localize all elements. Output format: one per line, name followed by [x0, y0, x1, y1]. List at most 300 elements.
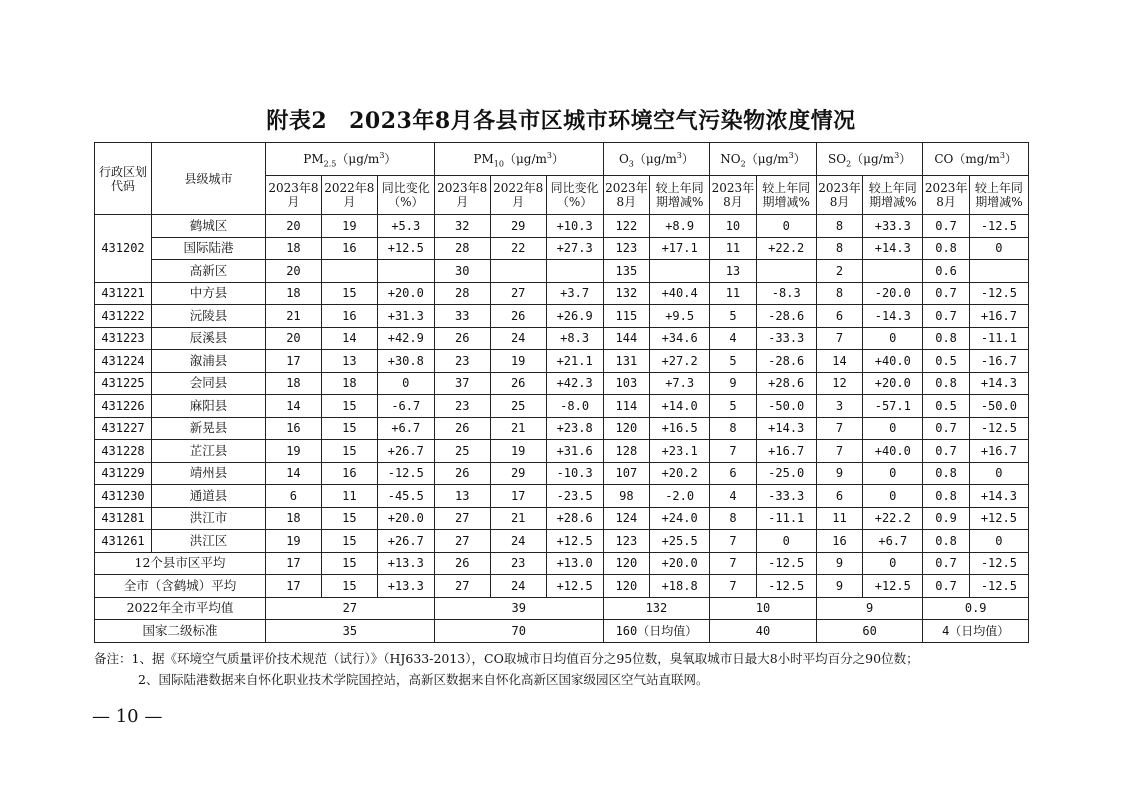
row-code: 431226 [95, 395, 152, 418]
value-cell: 16 [321, 305, 377, 328]
value-cell: 0.8 [923, 372, 969, 395]
subheader-cell: 同比变化（%） [546, 176, 603, 215]
value-cell: 32 [434, 215, 490, 238]
value-cell: 3 [816, 395, 862, 418]
value-cell: +40.0 [863, 440, 923, 463]
row-county: 辰溪县 [151, 327, 265, 350]
value-cell: +14.3 [863, 237, 923, 260]
value-cell: -45.5 [377, 485, 434, 508]
value-cell: 122 [603, 215, 649, 238]
value-cell: -12.5 [756, 552, 816, 575]
value-cell: 4 [710, 327, 756, 350]
group-unit-sup: 3 [379, 151, 385, 160]
value-cell: 24 [490, 530, 546, 553]
value-cell: +13.3 [377, 575, 434, 598]
value-cell: 0 [756, 530, 816, 553]
value-cell: -8.3 [756, 282, 816, 305]
group-unit-close: ） [384, 152, 397, 166]
row-code: 431221 [95, 282, 152, 305]
group-unit-close: ） [681, 152, 694, 166]
row-code: 431227 [95, 417, 152, 440]
value-cell: 15 [321, 395, 377, 418]
page-title [0, 104, 1122, 135]
subheader-cell: 2023年8月 [603, 176, 649, 215]
value-cell: 28 [434, 282, 490, 305]
value-cell: 2 [816, 260, 862, 283]
value-cell: 8 [816, 282, 862, 305]
value-cell: 18 [265, 372, 321, 395]
value-cell: 19 [490, 350, 546, 373]
value-cell: 21 [490, 507, 546, 530]
value-cell: +17.1 [650, 237, 710, 260]
value-cell: 15 [321, 575, 377, 598]
value-cell: 132 [603, 282, 649, 305]
note-2: 2、国际陆港数据来自怀化职业技术学院国控站，高新区数据来自怀化高新区国家级园区空气站直联网。 [138, 672, 709, 687]
value-cell [650, 260, 710, 283]
pollution-table [94, 142, 1029, 643]
value-cell: 27 [434, 575, 490, 598]
value-cell: 6 [816, 305, 862, 328]
value-cell: 15 [321, 530, 377, 553]
value-cell: 0.7 [923, 215, 969, 238]
value-cell: +18.8 [650, 575, 710, 598]
summary-value: 70 [434, 620, 603, 643]
value-cell: 120 [603, 575, 649, 598]
value-cell: +28.6 [546, 507, 603, 530]
value-cell: 33 [434, 305, 490, 328]
subheader-cell: 较上年同期增减% [650, 176, 710, 215]
subheader-cell: 2023年8月 [265, 176, 321, 215]
table-row [95, 237, 1029, 260]
value-cell: 0.6 [923, 260, 969, 283]
value-cell: +26.7 [377, 530, 434, 553]
row-code: 431223 [95, 327, 152, 350]
value-cell: 0 [863, 552, 923, 575]
value-cell: +12.5 [546, 575, 603, 598]
value-cell: 17 [265, 552, 321, 575]
value-cell: +16.5 [650, 417, 710, 440]
summary-value: 60 [816, 620, 923, 643]
value-cell: -14.3 [863, 305, 923, 328]
value-cell [321, 260, 377, 283]
value-cell: 23 [434, 395, 490, 418]
table-row [95, 462, 1029, 485]
value-cell: -16.7 [969, 350, 1028, 373]
title-main: 2023年8月各县市区城市环境空气污染物浓度情况 [349, 108, 856, 134]
value-cell: 0.8 [923, 462, 969, 485]
value-cell: 26 [434, 552, 490, 575]
value-cell: 0 [969, 462, 1028, 485]
value-cell: +6.7 [377, 417, 434, 440]
row-county: 会同县 [151, 372, 265, 395]
value-cell: 0 [969, 237, 1028, 260]
value-cell: 7 [816, 327, 862, 350]
row-county: 靖州县 [151, 462, 265, 485]
value-cell: 8 [710, 417, 756, 440]
value-cell: 5 [710, 350, 756, 373]
value-cell: -50.0 [969, 395, 1028, 418]
average-row [95, 575, 1029, 598]
value-cell: 144 [603, 327, 649, 350]
value-cell: 19 [490, 440, 546, 463]
value-cell: -20.0 [863, 282, 923, 305]
value-cell: 7 [816, 440, 862, 463]
value-cell: 24 [490, 327, 546, 350]
value-cell: 12 [816, 372, 862, 395]
value-cell: 11 [816, 507, 862, 530]
value-cell: -25.0 [756, 462, 816, 485]
value-cell: 19 [321, 215, 377, 238]
summary-value: 35 [265, 620, 434, 643]
value-cell: -12.5 [969, 575, 1028, 598]
value-cell: 0.7 [923, 440, 969, 463]
value-cell: 114 [603, 395, 649, 418]
subheader-cell: 较上年同期增减% [756, 176, 816, 215]
value-cell: +23.8 [546, 417, 603, 440]
summary-value: 0.9 [923, 597, 1029, 620]
group-unit: （μg/m [633, 152, 677, 166]
subheader-cell: 2023年8月 [710, 176, 756, 215]
value-cell: +5.3 [377, 215, 434, 238]
row-county: 新晃县 [151, 417, 265, 440]
value-cell: 107 [603, 462, 649, 485]
value-cell: 16 [321, 237, 377, 260]
value-cell: 0.8 [923, 530, 969, 553]
summary-label: 2022年全市平均值 [95, 597, 266, 620]
value-cell: +20.0 [377, 282, 434, 305]
value-cell: +31.3 [377, 305, 434, 328]
table-row [95, 350, 1029, 373]
value-cell: 30 [434, 260, 490, 283]
row-county: 通道县 [151, 485, 265, 508]
group-unit-close: ） [1004, 152, 1017, 166]
value-cell: 7 [816, 417, 862, 440]
summary-row [95, 620, 1029, 643]
value-cell: 0 [863, 462, 923, 485]
title-prefix: 附表2 [266, 108, 328, 134]
value-cell: -12.5 [969, 215, 1028, 238]
value-cell: 18 [265, 507, 321, 530]
value-cell: -12.5 [969, 282, 1028, 305]
group-name: PM [473, 152, 494, 166]
value-cell: 37 [434, 372, 490, 395]
table-row [95, 485, 1029, 508]
group-name: CO [934, 152, 954, 166]
average-label: 12个县市区平均 [95, 552, 266, 575]
value-cell: 120 [603, 417, 649, 440]
group-subscript: 3 [628, 159, 634, 169]
value-cell: 123 [603, 237, 649, 260]
value-cell: 27 [490, 282, 546, 305]
group-unit-sup: 3 [676, 151, 682, 160]
value-cell: 18 [265, 237, 321, 260]
value-cell: +28.6 [756, 372, 816, 395]
value-cell: 0.7 [923, 552, 969, 575]
subheader-cell: 较上年同期增减% [863, 176, 923, 215]
summary-value: 132 [603, 597, 710, 620]
group-subscript: 10 [493, 159, 504, 169]
value-cell: +23.1 [650, 440, 710, 463]
row-code: 431228 [95, 440, 152, 463]
header-county: 县级城市 [151, 143, 265, 215]
value-cell: 0.8 [923, 485, 969, 508]
group-name: O [618, 152, 629, 166]
value-cell: 13 [321, 350, 377, 373]
value-cell: -28.6 [756, 350, 816, 373]
row-code: 431202 [95, 215, 152, 283]
summary-value: 39 [434, 597, 603, 620]
value-cell: 6 [710, 462, 756, 485]
table-row [95, 530, 1029, 553]
value-cell: -12.5 [969, 552, 1028, 575]
value-cell: 0.5 [923, 395, 969, 418]
subheader-cell: 2022年8月 [490, 176, 546, 215]
value-cell: 17 [265, 350, 321, 373]
value-cell: 19 [265, 530, 321, 553]
table-row [95, 215, 1029, 238]
notes [94, 648, 1094, 690]
table-row [95, 327, 1029, 350]
value-cell: +25.5 [650, 530, 710, 553]
row-code: 431222 [95, 305, 152, 328]
value-cell: 8 [816, 215, 862, 238]
value-cell: +7.3 [650, 372, 710, 395]
value-cell: +3.7 [546, 282, 603, 305]
value-cell: +16.7 [756, 440, 816, 463]
subheader-cell: 2023年8月 [434, 176, 490, 215]
value-cell: 0 [863, 327, 923, 350]
page-number: — 10 — [92, 706, 163, 727]
value-cell: 21 [265, 305, 321, 328]
value-cell: 131 [603, 350, 649, 373]
group-unit-close: ） [551, 152, 564, 166]
value-cell: 0.7 [923, 575, 969, 598]
value-cell: +8.3 [546, 327, 603, 350]
value-cell: 25 [490, 395, 546, 418]
value-cell: +8.9 [650, 215, 710, 238]
value-cell: +14.3 [969, 485, 1028, 508]
value-cell: +31.6 [546, 440, 603, 463]
value-cell: 0.8 [923, 327, 969, 350]
value-cell: 123 [603, 530, 649, 553]
value-cell: 16 [321, 462, 377, 485]
summary-value: 9 [816, 597, 923, 620]
value-cell: 9 [816, 552, 862, 575]
value-cell [863, 260, 923, 283]
value-cell: 0 [863, 417, 923, 440]
value-cell: 135 [603, 260, 649, 283]
note-1: 备注：1、据《环境空气质量评价技术规范（试行）》（HJ633-2013），CO取城市日均值百分之95位数，臭氧取城市日最大8小时平均百分之90位数； [94, 651, 919, 666]
subheader-cell: 2023年8月 [923, 176, 969, 215]
subheader-cell: 同比变化（%） [377, 176, 434, 215]
value-cell: 5 [710, 395, 756, 418]
value-cell: +9.5 [650, 305, 710, 328]
header-code: 行政区划代码 [95, 143, 152, 215]
value-cell: +27.3 [546, 237, 603, 260]
row-county: 溆浦县 [151, 350, 265, 373]
value-cell: 13 [710, 260, 756, 283]
value-cell: +40.0 [863, 350, 923, 373]
value-cell: 7 [710, 575, 756, 598]
value-cell: 8 [710, 507, 756, 530]
value-cell: 0.8 [923, 237, 969, 260]
value-cell: +30.8 [377, 350, 434, 373]
value-cell: -10.3 [546, 462, 603, 485]
subheader-cell: 较上年同期增减% [969, 176, 1028, 215]
group-unit-sup: 3 [894, 151, 900, 160]
value-cell: 15 [321, 440, 377, 463]
value-cell: -6.7 [377, 395, 434, 418]
subheader-cell: 2023年8月 [816, 176, 862, 215]
value-cell: 0 [756, 215, 816, 238]
value-cell: +14.3 [969, 372, 1028, 395]
row-county: 国际陆港 [151, 237, 265, 260]
value-cell: +22.2 [863, 507, 923, 530]
value-cell: 26 [490, 372, 546, 395]
summary-value: 27 [265, 597, 434, 620]
value-cell: 14 [321, 327, 377, 350]
row-code: 431230 [95, 485, 152, 508]
value-cell: 23 [490, 552, 546, 575]
value-cell: +42.9 [377, 327, 434, 350]
value-cell: 7 [710, 552, 756, 575]
value-cell: 11 [321, 485, 377, 508]
group-unit: （mg/m [953, 152, 1000, 166]
value-cell: 124 [603, 507, 649, 530]
value-cell: 0.7 [923, 305, 969, 328]
row-county: 芷江县 [151, 440, 265, 463]
value-cell: +16.7 [969, 305, 1028, 328]
header-group-3 [710, 143, 817, 176]
value-cell: -12.5 [969, 417, 1028, 440]
value-cell: 22 [490, 237, 546, 260]
header-group-2 [603, 143, 710, 176]
value-cell [546, 260, 603, 283]
header-group-4 [816, 143, 923, 176]
value-cell [377, 260, 434, 283]
value-cell: 20 [265, 260, 321, 283]
header-group-0 [265, 143, 434, 176]
value-cell: -11.1 [969, 327, 1028, 350]
table-row [95, 507, 1029, 530]
row-county: 中方县 [151, 282, 265, 305]
row-county: 鹤城区 [151, 215, 265, 238]
value-cell: +13.0 [546, 552, 603, 575]
value-cell: +27.2 [650, 350, 710, 373]
value-cell: 7 [710, 530, 756, 553]
value-cell: 20 [265, 215, 321, 238]
value-cell [969, 260, 1028, 283]
value-cell: -11.1 [756, 507, 816, 530]
value-cell: 103 [603, 372, 649, 395]
value-cell: +21.1 [546, 350, 603, 373]
value-cell: 9 [816, 575, 862, 598]
value-cell: -12.5 [756, 575, 816, 598]
summary-row [95, 597, 1029, 620]
value-cell: 9 [710, 372, 756, 395]
value-cell: 21 [490, 417, 546, 440]
group-unit-close: ） [899, 152, 912, 166]
value-cell: -50.0 [756, 395, 816, 418]
value-cell: 0 [863, 485, 923, 508]
value-cell: 19 [265, 440, 321, 463]
value-cell: +13.3 [377, 552, 434, 575]
value-cell: -12.5 [377, 462, 434, 485]
summary-value: 40 [710, 620, 817, 643]
value-cell: 14 [816, 350, 862, 373]
table-row [95, 395, 1029, 418]
value-cell: 11 [710, 237, 756, 260]
value-cell: +12.5 [377, 237, 434, 260]
value-cell: 15 [321, 507, 377, 530]
group-unit-sup: 3 [999, 151, 1005, 160]
group-subscript: 2.5 [323, 159, 337, 169]
value-cell: 18 [321, 372, 377, 395]
value-cell: 26 [434, 417, 490, 440]
summary-value: 4（日均值） [923, 620, 1029, 643]
value-cell: 24 [490, 575, 546, 598]
value-cell: +40.4 [650, 282, 710, 305]
value-cell: 26 [434, 462, 490, 485]
value-cell: 0.7 [923, 282, 969, 305]
table-row [95, 282, 1029, 305]
group-subscript: 2 [846, 159, 852, 169]
value-cell: 23 [434, 350, 490, 373]
value-cell [756, 260, 816, 283]
value-cell: +16.7 [969, 440, 1028, 463]
value-cell: +12.5 [969, 507, 1028, 530]
value-cell: 17 [490, 485, 546, 508]
value-cell: 15 [321, 552, 377, 575]
value-cell: +20.0 [377, 507, 434, 530]
value-cell: +14.0 [650, 395, 710, 418]
value-cell: 120 [603, 552, 649, 575]
group-name: PM [303, 152, 324, 166]
value-cell: 10 [710, 215, 756, 238]
value-cell: 13 [434, 485, 490, 508]
value-cell: 0.7 [923, 417, 969, 440]
value-cell: +12.5 [863, 575, 923, 598]
table-row [95, 417, 1029, 440]
value-cell: 26 [434, 327, 490, 350]
row-code: 431225 [95, 372, 152, 395]
group-unit: （μg/m [745, 152, 789, 166]
group-name: NO [720, 152, 741, 166]
group-unit-sup: 3 [788, 151, 794, 160]
value-cell: +26.9 [546, 305, 603, 328]
group-unit-sup: 3 [546, 151, 552, 160]
row-county: 麻阳县 [151, 395, 265, 418]
row-code: 431281 [95, 507, 152, 530]
value-cell: 25 [434, 440, 490, 463]
value-cell: -57.1 [863, 395, 923, 418]
value-cell: 6 [265, 485, 321, 508]
value-cell: -8.0 [546, 395, 603, 418]
group-unit: （μg/m [851, 152, 895, 166]
value-cell: +34.6 [650, 327, 710, 350]
group-unit-close: ） [793, 152, 806, 166]
value-cell: +26.7 [377, 440, 434, 463]
summary-label: 国家二级标准 [95, 620, 266, 643]
value-cell: 29 [490, 462, 546, 485]
row-code: 431224 [95, 350, 152, 373]
value-cell: +10.3 [546, 215, 603, 238]
value-cell: -28.6 [756, 305, 816, 328]
value-cell: 128 [603, 440, 649, 463]
average-row [95, 552, 1029, 575]
value-cell: 0.5 [923, 350, 969, 373]
value-cell: 6 [816, 485, 862, 508]
